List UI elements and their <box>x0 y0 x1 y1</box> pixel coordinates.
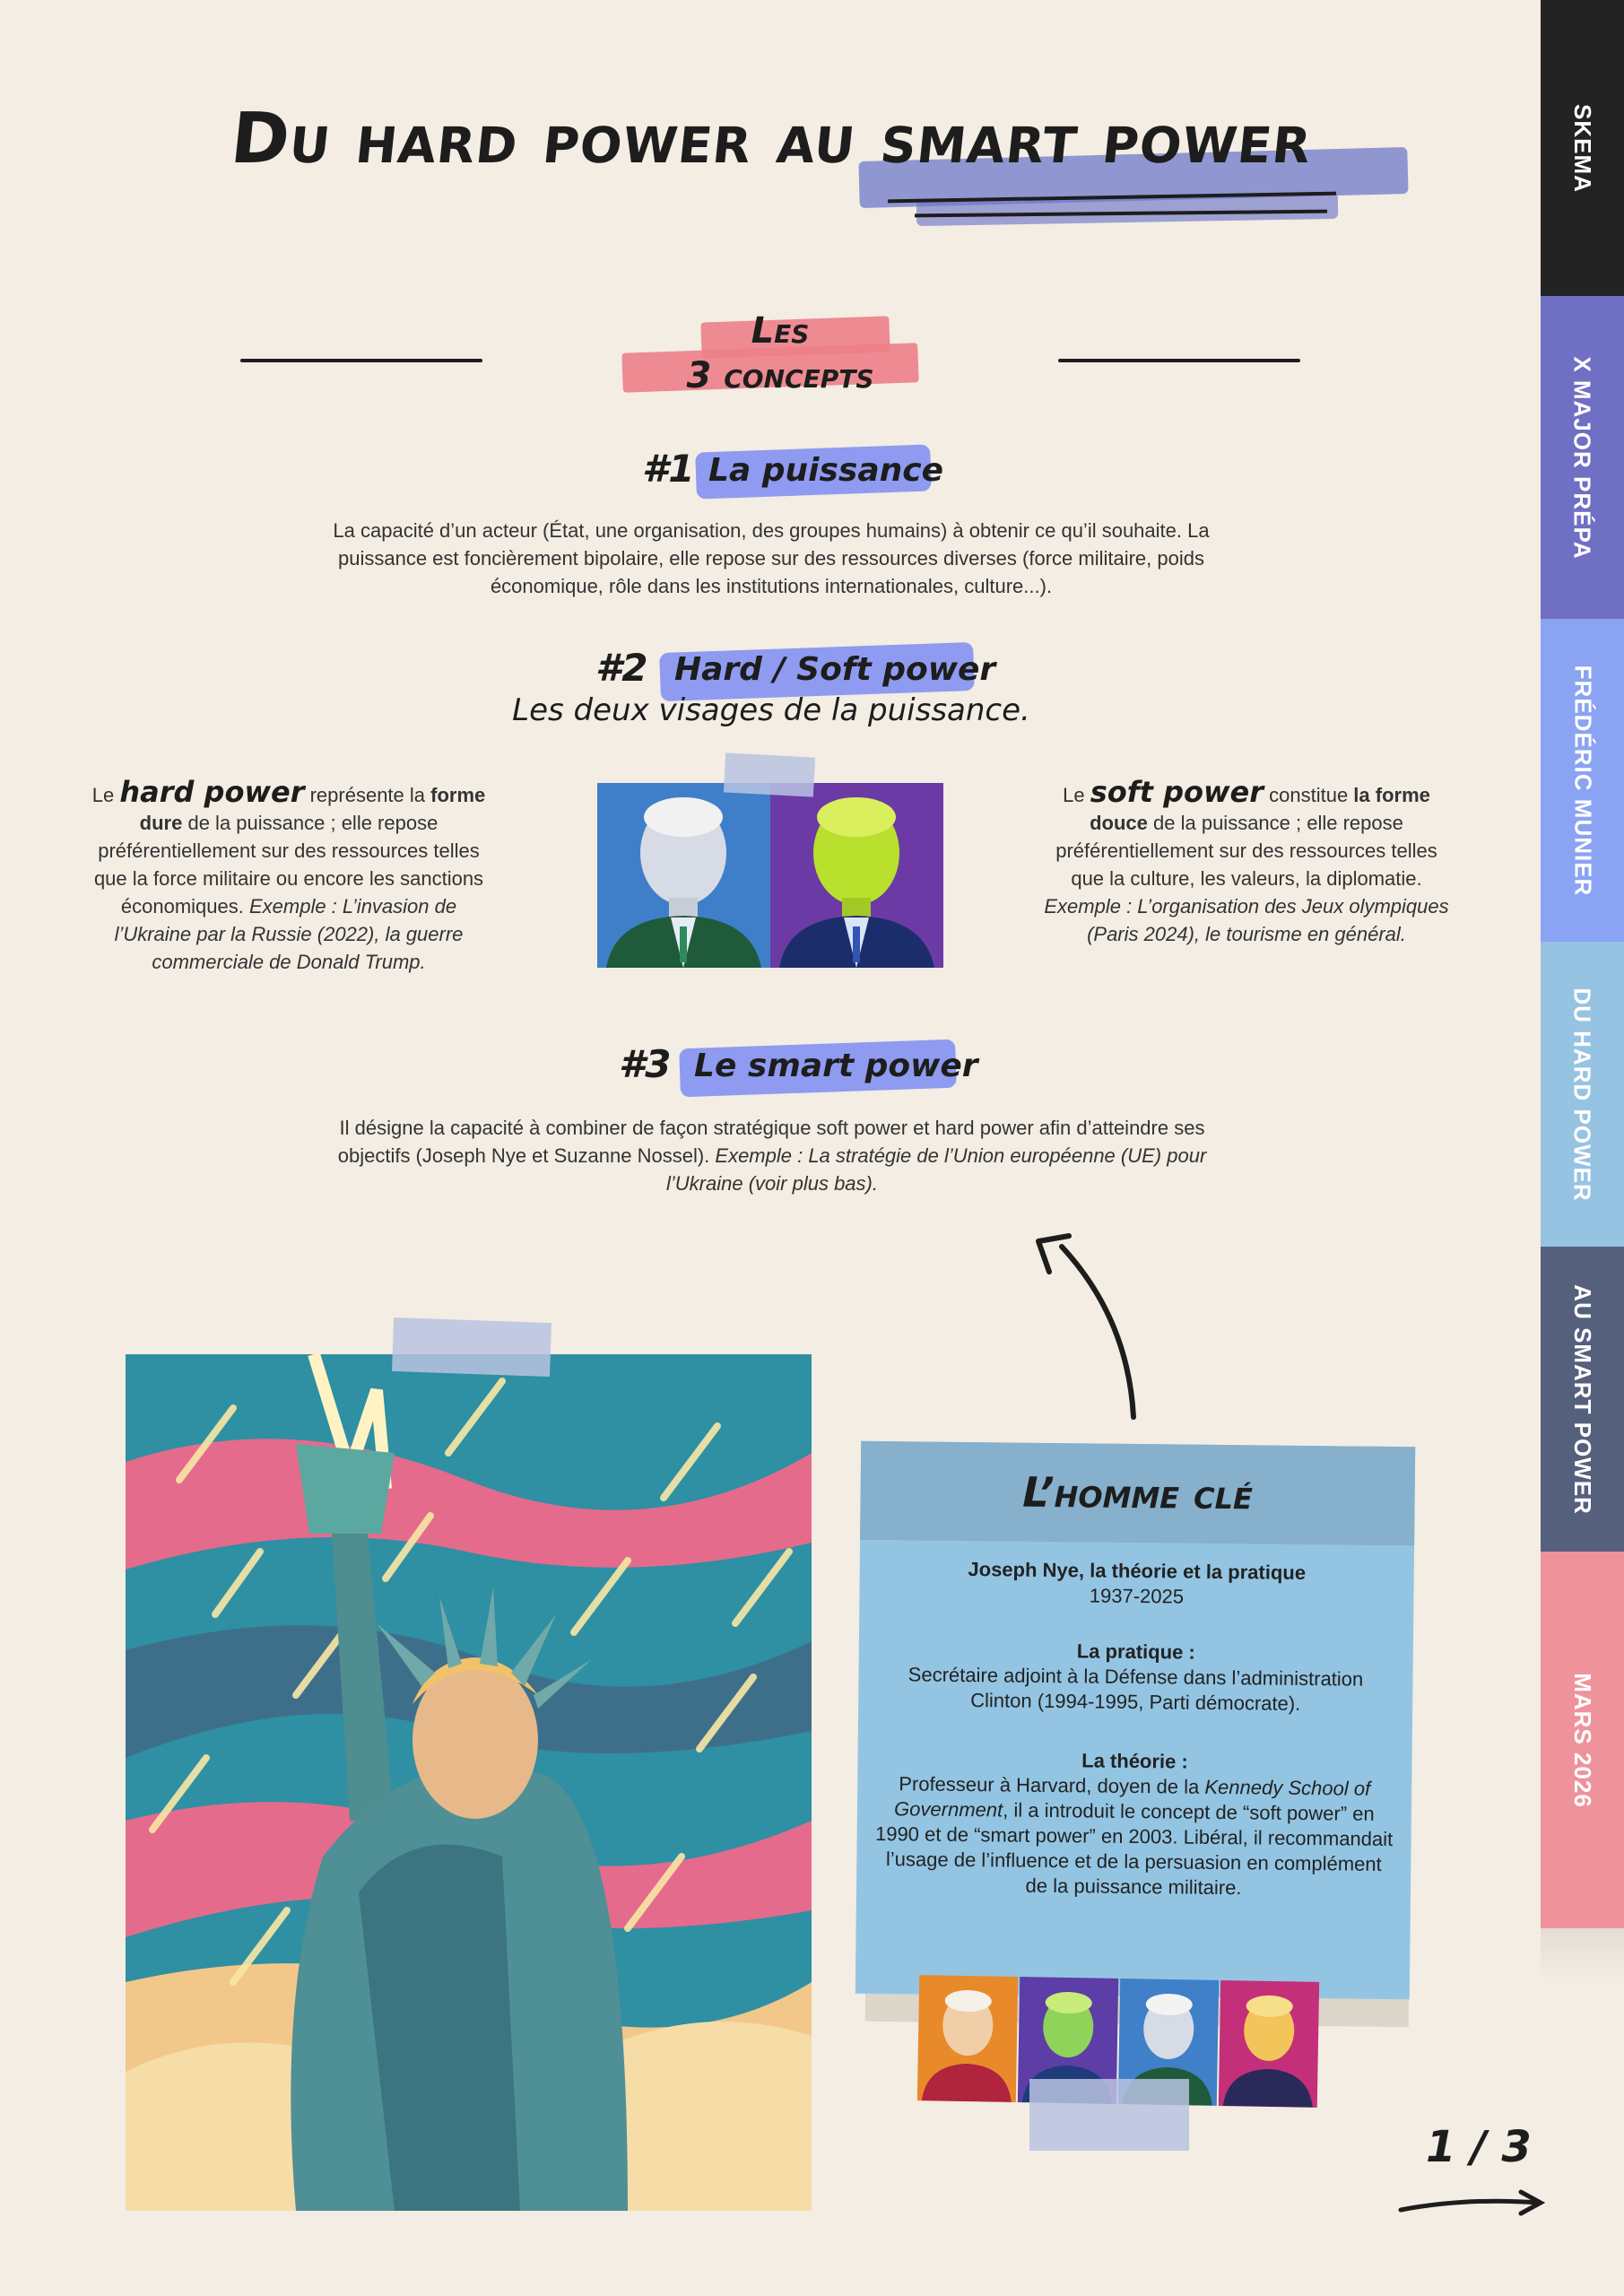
concepts-heading <box>574 309 986 398</box>
card-name: Joseph Nye, la théorie et la pratique <box>968 1558 1307 1584</box>
soft-power-text <box>1040 775 1453 948</box>
portrait-purple <box>770 783 943 968</box>
soft-pre: Le <box>1063 784 1090 806</box>
tab-label: AU SMART POWER <box>1569 1283 1597 1515</box>
hard-mid: représente la <box>304 784 431 806</box>
page-number: 1 / 3 <box>1426 2122 1532 2172</box>
concept3-label: Le smart power <box>694 1048 978 1084</box>
theory-post: , il a introduit le concept de “soft power” en 1990 et de “smart power” en 2003. Libéral, il recommandait l’usage de l’influence et de la persuasion en complément de la puissance militaire. <box>874 1798 1394 1900</box>
concepts-heading-line2: 3 concepts <box>686 355 874 396</box>
concept3-example: Exemple : La stratégie de l’Union européenne (UE) pour l’Ukraine (voir plus bas). <box>666 1144 1207 1195</box>
tab-au-smart-power[interactable] <box>1541 1247 1624 1552</box>
hard-pre: Le <box>91 784 120 806</box>
card-practice-label: La pratique : <box>1076 1639 1195 1664</box>
tab-label: X MAJOR PRÉPA <box>1569 355 1596 560</box>
divider-left <box>240 359 482 362</box>
card-years: 1937-2025 <box>1089 1584 1185 1608</box>
concept1-text: La capacité d’un acteur (État, une organisation, des groupes humains) à obtenir ce qu’il souhaite. La puissance est foncièrement bipolaire, elle repose sur des ressources diverses (force militaire, poids économique, rôle dans les institutions internationales, culture...). <box>333 519 1210 597</box>
portrait-blue <box>597 783 770 968</box>
curved-arrow-icon <box>1022 1229 1148 1426</box>
mini-portrait <box>1219 1980 1319 2108</box>
hard-example: Exemple : L’invasion de l’Ukraine par la Russie (2022), la guerre commerciale de Donald Trump. <box>114 895 464 973</box>
soft-power-term: soft power <box>1090 775 1264 809</box>
tab-skema[interactable] <box>1541 0 1624 296</box>
tape-strip <box>392 1318 551 1377</box>
card-theory-text <box>874 1771 1394 1902</box>
tape-strip <box>724 752 815 796</box>
soft-example: Exemple : L’organisation des Jeux olympiques (Paris 2024), le tourisme en général. <box>1044 895 1449 945</box>
next-arrow-icon[interactable] <box>1395 2185 1548 2221</box>
concept2-subtitle: Les deux visages de la puissance. <box>512 692 1030 728</box>
tab-shadow <box>1541 1928 1624 1982</box>
mini-portrait <box>917 1975 1018 2102</box>
concepts-heading-line1: Les <box>751 310 810 352</box>
card-theory-block <box>874 1746 1394 1902</box>
soft-mid: constitue <box>1264 784 1354 806</box>
divider-right <box>1058 359 1300 362</box>
title-container <box>0 99 1542 179</box>
key-man-card <box>855 1441 1415 1999</box>
concept2-number: #2 <box>595 646 648 690</box>
tab-du-hard-power[interactable] <box>1541 942 1624 1247</box>
tab-label: FRÉDÉRIC MUNIER <box>1569 665 1597 896</box>
concept2-label: Hard / Soft power <box>674 651 996 688</box>
page-title: Du hard power au smart power <box>226 99 1316 179</box>
concept1-label: La puissance <box>708 452 944 489</box>
statue-illustration <box>126 1354 812 2211</box>
soft-rest: de la puissance ; elle repose préférentiellement sur des ressources telles que la culture, les valeurs, la diplomatie. <box>1055 812 1437 890</box>
tape-strip <box>1029 2079 1189 2151</box>
hard-power-term: hard power <box>119 775 305 809</box>
theory-pre: Professeur à Harvard, doyen de la <box>899 1772 1205 1798</box>
hard-bold: forme dure <box>139 784 486 834</box>
concept3-body: Il désigne la capacité à combiner de façon stratégique soft power et hard power afin d’atteindre ses objectifs (Joseph Nye et Suzanne Nossel). <box>337 1117 1205 1167</box>
soft-bold: la forme douce <box>1090 784 1430 834</box>
card-theory-label: La théorie : <box>1081 1749 1188 1773</box>
tab-label: SKEMA <box>1569 103 1596 193</box>
theory-italic: Kennedy School of Government <box>894 1775 1371 1822</box>
nye-portrait-pair <box>597 783 943 968</box>
card-title: L’homme clé <box>1022 1467 1254 1519</box>
concept3-number: #3 <box>619 1042 672 1086</box>
tab-frederic-munier[interactable] <box>1541 619 1624 942</box>
tab-mars-2026[interactable] <box>1541 1552 1624 1928</box>
card-practice-block <box>876 1637 1395 1718</box>
hard-power-text <box>83 775 495 976</box>
card-name-block <box>877 1556 1396 1612</box>
concept1-number: #1 <box>642 447 695 491</box>
tab-label: MARS 2026 <box>1569 1672 1596 1808</box>
concept3-text <box>319 1114 1225 1197</box>
tab-x-major-prepa[interactable] <box>1541 296 1624 619</box>
tab-label: DU HARD POWER <box>1569 987 1596 1202</box>
card-practice-text: Secrétaire adjoint à la Défense dans l’administration Clinton (1994-1995, Parti démocrate). <box>908 1663 1364 1715</box>
hard-rest: de la puissance ; elle repose préférentiellement sur des ressources telles que la force militaire ou encore les sanctions économiques. <box>93 812 484 918</box>
